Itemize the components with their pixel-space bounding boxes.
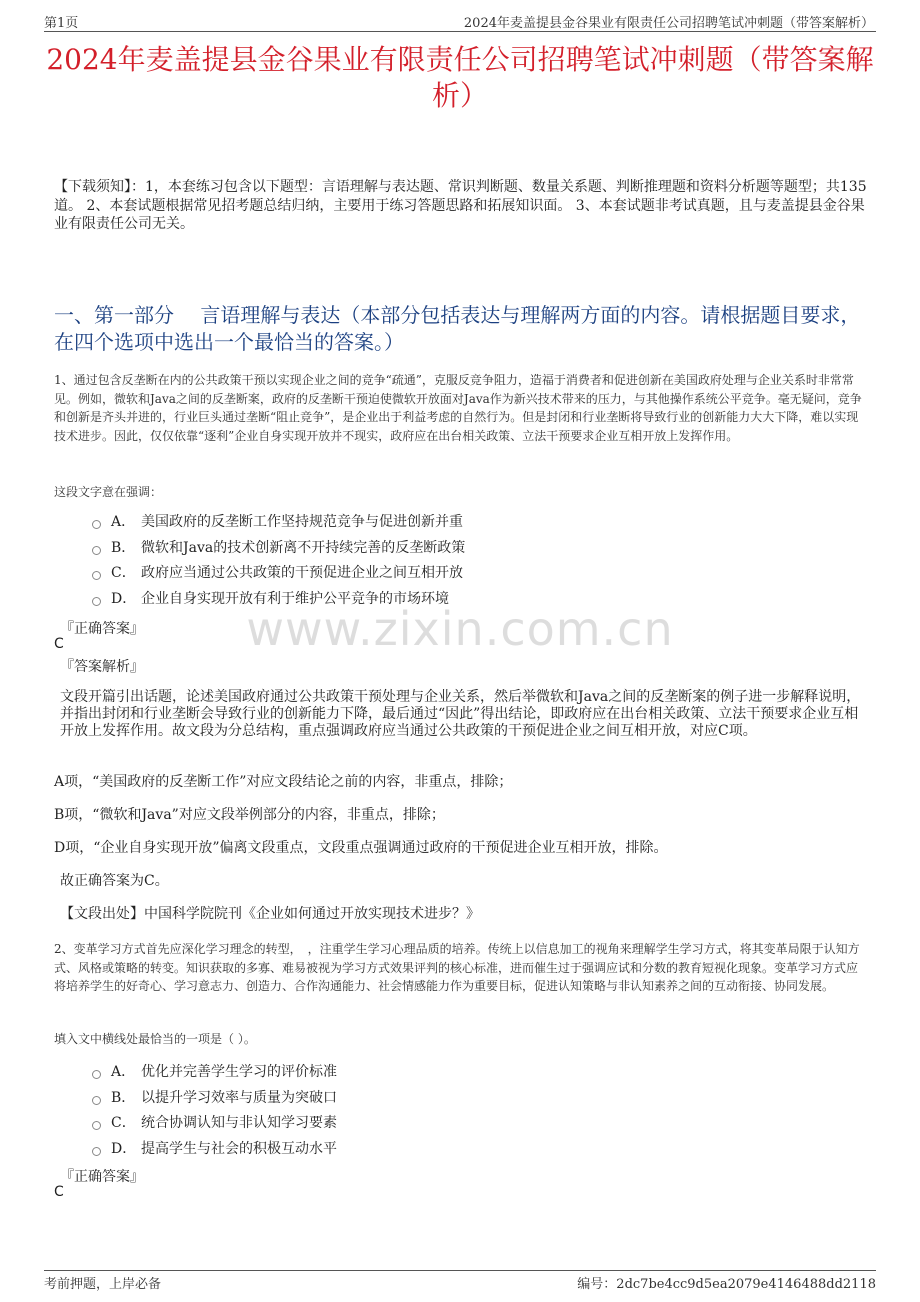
option-text: 微软和Java的技术创新离不开持续完善的反垄断政策	[141, 539, 466, 556]
option-letter: D．	[111, 1140, 137, 1157]
option-letter: A．	[111, 1064, 136, 1080]
question-2-text: 2、变革学习方式首先应深化学习理念的转型， ，注重学生学习心理品质的培养。传统上以信息加工的视角来理解学生学习方式，将其变革局限于认知方式、风格或策略的转变。知识获取的多寡、难易被视为学习方式效果评判的核心标准，进而催生过于强调应试和分数的教育短视化现象。变革学习方式应将培养学生的好奇心、学习意志力、创造力、合作沟通能力、社会情感能力作为重要目标，促进认知策略与非认知素养之间的互动衔接、协同发展。	[54, 942, 860, 993]
question-1-analysis-d: D项，“企业自身实现开放”偏离文段重点，文段重点强调通过政府的干预促进企业互相开放，排除。	[54, 840, 668, 856]
question-1-options	[92, 510, 465, 612]
option-text: 统合协调认知与非认知学习要素	[141, 1115, 337, 1131]
section-title: 一、第一部分 言语理解与表达（本部分包括表达与理解两方面的内容。请根据题目要求，在四个选项中选出一个最恰当的答案。）	[54, 303, 861, 354]
download-notice: 【下载须知】：1，本套练习包含以下题型：言语理解与表达题、常识判断题、数量关系题、判断推理题和资料分析题等题型；共135道。 2、本套试题根据常见招考题总结归纳，主要用于练习答题思路和拓展知识面。 3、本套试题非考试真题，且与麦盖提县金谷果业有限责任公司无关。	[54, 179, 867, 232]
header-page-number: 第1页	[44, 16, 79, 31]
question-1-stem: 这段文字意在强调：	[54, 485, 163, 499]
radio-icon[interactable]	[92, 1147, 101, 1156]
radio-icon[interactable]	[92, 1121, 101, 1130]
page-title: 2024年麦盖提县金谷果业有限责任公司招聘笔试冲刺题（带答案解析）	[46, 43, 874, 112]
radio-icon[interactable]	[92, 520, 101, 529]
question-2-options	[92, 1060, 337, 1162]
radio-icon[interactable]	[92, 546, 101, 555]
question-1-answer-label: 『正确答案』	[60, 621, 144, 637]
watermark: www.zixin.com.cn	[246, 602, 674, 656]
option-text: 提高学生与社会的积极互动水平	[141, 1140, 337, 1157]
footer-document-id: 编号：2dc7be4cc9d5ea2079e4146488dd2118	[577, 1277, 876, 1292]
option-text: 美国政府的反垄断工作坚持规范竞争与促进创新并重	[141, 514, 463, 530]
question-1-text: 1、通过包含反垄断在内的公共政策干预以实现企业之间的竞争“疏通”，克服反竞争阻力，造福于消费者和促进创新在美国政府处理与企业关系时非常常见。例如，微软和Java之间的反垄断案，政府的反垄断干预迫使微软开放面对Java作为新兴技术带来的压力，与其他操作系统公平竞争。毫无疑问，竞争和创新是齐头并进的，行业巨头通过垄断“阻止竞争”，是企业出于利益考虑的自然行为。但是封闭和行业垄断将导致行业的创新能力大大下降，难以实现技术进步。因此，仅仅依靠“逐利”企业自身实现开放并不现实，政府应在出台相关政策、立法干预要求企业互相开放上发挥作用。	[54, 373, 862, 443]
option-text: 以提升学习效率与质量为突破口	[141, 1089, 337, 1106]
radio-icon[interactable]	[92, 1096, 101, 1105]
question-2-option-c[interactable]	[92, 1111, 337, 1137]
option-text: 政府应当通过公共政策的干预促进企业之间互相开放	[141, 565, 463, 581]
option-text: 企业自身实现开放有利于维护公平竞争的市场环境	[141, 590, 449, 607]
option-letter: B．	[111, 539, 136, 556]
question-1-source: 【文段出处】中国科学院院刊《企业如何通过开放实现技术进步？》	[60, 906, 480, 922]
question-1-analysis-label: 『答案解析』	[60, 659, 144, 675]
question-1-analysis-conclusion: 故正确答案为C。	[60, 873, 169, 889]
question-2-option-d[interactable]	[92, 1137, 337, 1163]
question-1-answer: C	[54, 636, 64, 652]
question-2-option-a[interactable]	[92, 1060, 337, 1086]
footer-divider	[44, 1270, 876, 1271]
question-1-option-c[interactable]	[92, 561, 465, 587]
question-1-option-a[interactable]	[92, 510, 465, 536]
option-letter: A．	[111, 514, 136, 530]
question-2-option-b[interactable]	[92, 1086, 337, 1112]
radio-icon[interactable]	[92, 571, 101, 580]
question-1-analysis-main: 文段开篇引出话题，论述美国政府通过公共政策干预处理与企业关系，然后举微软和Java之间的反垄断案的例子进一步解释说明，并指出封闭和行业垄断会导致行业的创新能力下降，最后通过“因此”得出结论，即政府应在出台相关政策、立法干预要求企业互相开放上发挥作用。故文段为分总结构，重点强调政府应当通过公共政策的干预促进企业之间互相开放，对应C项。	[60, 689, 861, 739]
question-2-answer-label: 『正确答案』	[60, 1169, 144, 1185]
header-divider	[44, 31, 876, 32]
question-2-stem: 填入文中横线处最恰当的一项是（ ）。	[54, 1032, 256, 1046]
option-letter: D．	[111, 590, 137, 607]
option-text: 优化并完善学生学习的评价标准	[141, 1064, 337, 1080]
question-1-option-b[interactable]	[92, 536, 465, 562]
footer-slogan: 考前押题，上岸必备	[44, 1277, 162, 1292]
question-1-analysis-b: B项，“微软和Java”对应文段举例部分的内容，非重点，排除；	[54, 807, 445, 823]
option-letter: C．	[111, 1115, 136, 1131]
option-letter: B．	[111, 1089, 136, 1106]
option-letter: C．	[111, 565, 136, 581]
header-document-title: 2024年麦盖提县金谷果业有限责任公司招聘笔试冲刺题（带答案解析）	[463, 16, 874, 31]
question-1-analysis-a: A项，“美国政府的反垄断工作”对应文段结论之前的内容，非重点，排除；	[54, 774, 513, 790]
question-2-answer: C	[54, 1184, 64, 1200]
radio-icon[interactable]	[92, 1070, 101, 1079]
